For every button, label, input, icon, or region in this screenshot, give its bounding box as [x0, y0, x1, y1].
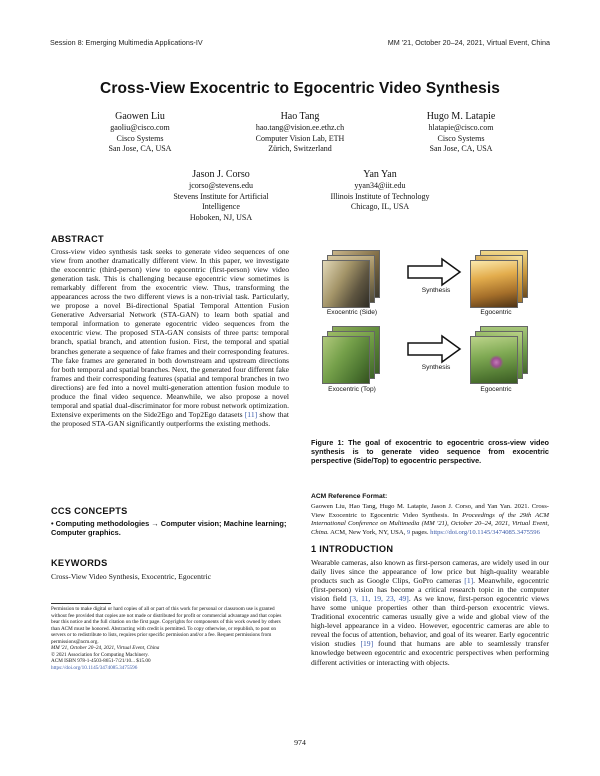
figure-caption: Figure 1: The goal of exocentric to egocentric cross-view video synthesis is to generate video sequence from exocentric perspective (Side/Top) to egocentric perspective.	[311, 438, 549, 466]
arrow-right-icon	[406, 257, 464, 287]
permission-isbn: ACM ISBN 978-1-4503-8651-7/21/10... $15.00	[51, 658, 151, 664]
author-name: Jason J. Corso	[192, 169, 250, 180]
keywords-text: Cross-View Video Synthesis, Exocentric, Egocentric	[51, 572, 212, 581]
author-email: yyan34@iit.edu	[354, 181, 406, 190]
author-affiliation-cont: Intelligence	[202, 202, 240, 212]
figure-label-synthesis-2: Synthesis	[421, 364, 451, 371]
author-block-5	[295, 168, 465, 213]
abstract-heading: ABSTRACT	[51, 234, 104, 244]
introduction-text	[311, 558, 549, 667]
author-location: San Jose, CA, USA	[429, 144, 493, 154]
permission-copyright: © 2021 Association for Computing Machinery.	[51, 651, 149, 658]
acm-ref-publisher: ACM, New York, NY, USA,	[328, 528, 407, 536]
running-header-right: MM '21, October 20–24, 2021, Virtual Event, China	[387, 38, 550, 47]
acm-reference-heading: ACM Reference Format:	[311, 493, 388, 500]
permission-block	[51, 606, 289, 671]
author-block-2	[215, 110, 385, 155]
author-name: Gaowen Liu	[115, 111, 165, 122]
citation-link[interactable]: [11]	[244, 409, 258, 419]
figure-label-synthesis-1: Synthesis	[421, 287, 451, 294]
permission-text: Permission to make digital or hard copies of all or part of this work for personal or classroom use is granted without fee provided that copies are not made or distributed for profit or commercial advantage and that copies bear this notice and the full citation on the first page. Copyrights for components of this work owned by others than ACM must be honored. Abstracting with credit is permitted. To copy otherwise, or republish, to post on servers or to redistribute to lists, requires prior specific permission and/or a fee. Request permissions from permissions@acm.org.	[51, 606, 282, 645]
author-name: Yan Yan	[363, 169, 397, 180]
ego-side-frame	[470, 260, 518, 308]
author-affiliation: Illinois Institute of Technology	[330, 191, 430, 201]
author-name: Hugo M. Latapie	[426, 111, 496, 122]
footnote-rule	[51, 603, 111, 604]
exo-side-frame	[322, 260, 370, 308]
intro-text-1: Wearable cameras, also known as first-person cameras, are widely used in our daily lives since the appearance of low price but high-quality wearable products such as Google Clips, GoPro cameras	[311, 558, 549, 586]
permission-venue: MM '21, October 20–24, 2021, Virtual Event, China	[51, 645, 160, 651]
author-email: jcorso@stevens.edu	[188, 181, 254, 190]
permission-doi-link[interactable]: https://doi.org/10.1145/3474085.3475596	[51, 664, 138, 671]
author-location: San Jose, CA, USA	[108, 144, 172, 154]
author-affiliation: Computer Vision Lab, ETH	[255, 133, 345, 143]
figure-label-ego-2: Egocentric	[480, 386, 512, 393]
page-number: 974	[294, 738, 306, 747]
ego-top-frame	[470, 336, 518, 384]
acm-ref-pages-link[interactable]: 9	[406, 528, 411, 536]
author-affiliation: Stevens Institute for Artificial	[173, 191, 269, 201]
abstract-body-2: show that the proposed STA-GAN significantly outperforms the existing methods.	[51, 409, 290, 428]
author-email: hao.tang@vision.ee.ethz.ch	[255, 123, 345, 132]
keywords-heading: KEYWORDS	[51, 558, 108, 568]
author-email: gaoliu@cisco.com	[110, 123, 170, 132]
intro-text-3: . As we know, first-person egocentric views have some unique properties other than third-person exocentric views. Traditional exocentric cameras usually give a wide and global view of the high-level appearance in a video. However, egocentric cameras are able to reveal the focus of attention, behavior, and goal of its wearer. Early egocentric vision studies	[311, 594, 549, 649]
author-affiliation: Cisco Systems	[116, 133, 164, 143]
author-location: Chicago, IL, USA	[350, 202, 410, 212]
ccs-text: • Computing methodologies → Computer vision; Machine learning; Computer graphics.	[51, 519, 287, 538]
arrow-right-icon	[406, 334, 464, 364]
abstract-text	[51, 247, 289, 428]
acm-ref-doi-link[interactable]: https://doi.org/10.1145/3474085.3475596	[430, 528, 540, 536]
introduction-heading: 1 INTRODUCTION	[311, 544, 394, 554]
citation-link[interactable]: [3, 11, 19, 23, 49]	[349, 594, 409, 604]
running-header-left: Session 8: Emerging Multimedia Applications-IV	[50, 38, 203, 47]
acm-ref-authors: Gaowen Liu, Hao Tang, Hugo M. Latapie, Jason J. Corso, and Yan Yan. 2021. Cross-View Exocentric to Egocentric Video Synthesis. In	[311, 503, 549, 519]
author-location: Zürich, Switzerland	[268, 144, 332, 154]
citation-link[interactable]: [1]	[464, 576, 474, 586]
figure-label-exo-top: Exocentric (Top)	[328, 386, 376, 393]
author-affiliation: Cisco Systems	[437, 133, 485, 143]
figure-1	[318, 240, 550, 436]
acm-ref-pages: pages.	[410, 528, 431, 536]
paper-title: Cross-View Exocentric to Egocentric Video Synthesis	[100, 80, 500, 97]
author-block-3	[376, 110, 546, 155]
figure-label-exo-side: Exocentric (Side)	[326, 309, 378, 316]
acm-ref-proceedings: Proceedings of the 29th ACM International Conference on Multimedia (MM '21), October 20–24, 2021, Virtual Event, China.	[311, 511, 549, 536]
intro-text-4: found that humans are able to seamlessly transfer knowledge between egocentric and exocentric perspectives when performing different activities or interacting with objects.	[311, 639, 549, 667]
exo-top-frame	[322, 336, 370, 384]
acm-reference-text	[311, 503, 549, 537]
author-block-1	[55, 110, 225, 155]
author-block-4	[136, 168, 306, 223]
author-location: Hoboken, NJ, USA	[189, 212, 253, 222]
ccs-heading: CCS CONCEPTS	[51, 506, 128, 516]
figure-label-ego-1: Egocentric	[480, 309, 512, 316]
author-email: hlatapie@cisco.com	[428, 123, 494, 132]
author-name: Hao Tang	[280, 111, 320, 122]
abstract-body-1: Cross-view video synthesis task seeks to generate video sequences of one view from another dramatically different view. In this paper, we investigate the exocentric (third-person) view to egocentric (first-person) view video generation task. This is challenging because egocentric view sometimes is remarkably different from the exocentric view. Thus, transforming the appearances across the two different views is a non-trivial task. Particularly, we propose a novel Bi-directional Spatial Temporal Attention Fusion Generative Adversarial Network (STA-GAN) to learn both spatial and temporal information to generate egocentric video sequences from the exocentric view. The proposed STA-GAN consists of three parts: temporal branch, spatial branch, and attention fusion. First, the temporal and spatial branches generate a sequence of fake frames and their corresponding features. The fake frames are generated in both downstream and upstream directions for both temporal and spatial branches. Next, the generated four different fake frames and their corresponding features (spatial and temporal branches in two directions) are fed into a novel multi-generation attention fusion module to produce the final video sequence. Meanwhile, we also propose a novel temporal and spatial dual-discriminator for more robust network optimization. Extensive experiments on the Side2Ego and Top2Ego datasets	[51, 247, 289, 419]
intro-text-2: . Meanwhile, egocentric (first-person) vision has become a critical research topic in the computer vision field	[311, 576, 549, 604]
citation-link[interactable]: [19]	[360, 639, 374, 649]
